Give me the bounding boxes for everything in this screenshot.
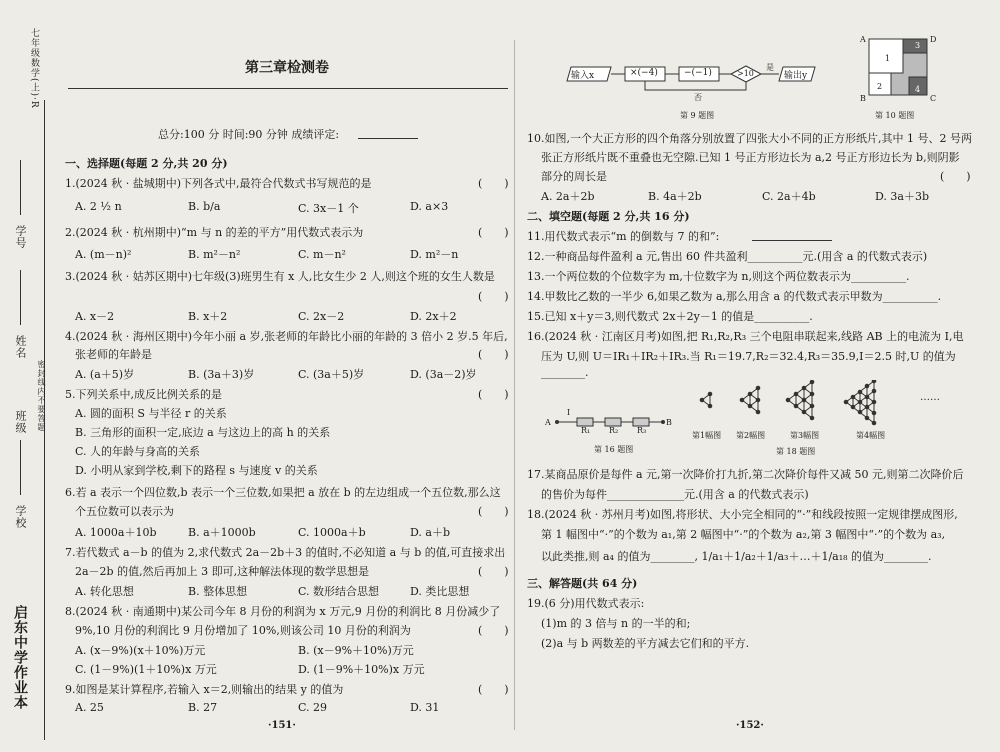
q2-stem: 2.(2024 秋 · 杭州期中)“m 与 n 的差的平方”用代数式表示为 <box>65 226 364 239</box>
q8-opt-c: C. (1－9%)(1＋10%)x 万元 <box>75 663 217 676</box>
tri-caption-2: 第2幅图 <box>736 431 766 440</box>
q9-opt-d: D. 31 <box>410 701 440 714</box>
dot <box>802 410 806 414</box>
tri-caption-3: 第3幅图 <box>790 431 820 440</box>
page-fold <box>514 40 515 730</box>
dot <box>865 384 869 388</box>
square-label-2: 2 <box>877 82 883 91</box>
q11-blank <box>752 240 832 241</box>
corner-A: A <box>860 35 866 44</box>
q3-opt-b: B. x＋2 <box>188 310 228 323</box>
q2-opt-c: C. m－n² <box>298 248 346 261</box>
q2-opt-b: B. m²－n² <box>188 248 241 261</box>
flow-no-label: 否 <box>694 93 702 102</box>
triangle-fig-4 <box>844 380 876 425</box>
q6-opt-d: D. a＋b <box>410 526 451 539</box>
q17-stem-1: 17.某商品原价是每件 a 元,第一次降价打九折,第二次降价每件又减 50 元,则第二次降价后 <box>527 468 964 481</box>
flow-decision-label: >10 <box>737 69 754 78</box>
field-name: 姓名 <box>14 335 27 359</box>
q8-opt-a: A. (x－9%)(x＋10%)万元 <box>75 644 206 657</box>
q3-stem: 3.(2024 秋 · 姑苏区期中)七年级(3)班男生有 x 人,比女生少 2 人,则这个班的女生人数是 <box>65 270 495 283</box>
q10-opt-c: C. 2a＋4b <box>762 190 816 203</box>
answer-paren: ( ) <box>478 388 509 401</box>
dot <box>865 395 869 399</box>
exam-title: 第三章检测卷 <box>245 60 329 76</box>
q18-stem-1: 18.(2024 秋 · 苏州月考)如图,将形状、大小完全相同的“·”和线段按照一定规律摆成图形, <box>527 508 958 521</box>
q19-stem: 19.(6 分)用代数式表示: <box>527 597 645 610</box>
q10-stem-2: 张正方形纸片既不重叠也无空隙.已知 1 号正方形边长为 a,2 号正方形边长为 b,则阴影 <box>541 151 960 164</box>
flow-subtract-label: −(−1) <box>684 68 712 78</box>
q12: 12.一种商品每件盈利 a 元,售出 60 件共盈利__________元.(用含 a 的代数式表示) <box>527 250 928 263</box>
dot <box>756 386 760 390</box>
q6-opt-b: B. a＋1000b <box>188 526 256 539</box>
q17-stem-2: 的售价为每件______________元.(用含 a 的代数式表示) <box>541 488 809 501</box>
q16-stem-2: 压为 U,则 U＝IR₁＋IR₂＋IR₃.当 R₁＝19.7,R₂＝32.4,R₃＝35.9,I＝2.5 时,U 的值为 <box>541 350 956 363</box>
node-a <box>555 420 559 424</box>
circuit-label-b: B <box>666 418 672 427</box>
binding-margin <box>0 0 55 752</box>
q2-opt-d: D. m²－n <box>410 248 459 261</box>
outline <box>788 382 812 418</box>
q10-opt-a: A. 2a＋2b <box>541 190 595 203</box>
dot <box>810 392 814 396</box>
q6-opt-a: A. 1000a＋10b <box>75 526 157 539</box>
answer-paren: ( ) <box>940 170 971 183</box>
square-label-1: 1 <box>885 54 891 63</box>
dot <box>865 416 869 420</box>
q1-opt-d: D. a×3 <box>410 200 449 213</box>
q4-stem-1: 4.(2024 秋 · 海州区期中)今年小丽 a 岁,张老师的年龄比小丽的年龄的 3 倍小 2 岁.5 年后, <box>65 330 508 343</box>
answer-paren: ( ) <box>478 348 509 361</box>
q14: 14.甲数比乙数的一半少 6,如果乙数为 a,那么用含 a 的代数式表示甲数为__________. <box>527 290 942 303</box>
square-label-4: 4 <box>915 85 921 94</box>
q5-opt-d: D. 小明从家到学校,剩下的路程 s 与速度 v 的关系 <box>75 464 318 477</box>
triangle-fig-2 <box>740 386 760 414</box>
field-line <box>20 160 21 215</box>
q7-opt-c: C. 数形结合思想 <box>298 585 380 598</box>
dot <box>794 392 798 396</box>
school-name: 启东中学作业本 <box>12 605 28 710</box>
q19-part-1: (1)m 的 3 倍与 n 的一半的和; <box>541 617 691 630</box>
q5-opt-b: B. 三角形的面积一定,底边 a 与这边上的高 h 的关系 <box>75 426 331 439</box>
q13: 13.一个两位数的个位数字为 m,十位数字为 n,则这个两位数表示为__________. <box>527 270 910 283</box>
q15: 15.已知 x＋y＝3,则代数式 2x＋2y－1 的值是__________. <box>527 310 813 323</box>
flow-multiply-label: ×(−4) <box>630 68 658 78</box>
q9-opt-c: C. 29 <box>298 701 328 714</box>
q10-opt-d: D. 3a＋3b <box>875 190 930 203</box>
q7-opt-a: A. 转化思想 <box>75 585 134 598</box>
dot <box>872 380 876 383</box>
flow-input-label: 输入x <box>571 71 595 81</box>
q5-opt-c: C. 人的年龄与身高的关系 <box>75 445 201 458</box>
q16-stem-3: ________. <box>541 366 589 379</box>
q4-opt-a: A. (a＋5)岁 <box>75 368 135 381</box>
circuit-label-r2: R₂ <box>609 426 619 435</box>
circuit-label-a: A <box>545 418 551 427</box>
dot <box>872 421 876 425</box>
q9-opt-a: A. 25 <box>75 701 104 714</box>
q19-part-2: (2)a 与 b 两数差的平方减去它们和的平方. <box>541 637 750 650</box>
dot <box>872 389 876 393</box>
resistor-r1 <box>577 418 593 426</box>
q3-opt-a: A. x－2 <box>75 310 115 323</box>
title-rule <box>68 88 508 89</box>
dot <box>786 398 790 402</box>
q4-stem-2: 张老师的年龄是 <box>75 348 152 361</box>
q18-stem-3: 以此类推,则 a₄ 的值为________, 1/a₁＋1/a₂＋1/a₃＋…＋1/a₁₈ 的值为________. <box>541 550 932 563</box>
resistor-r3 <box>633 418 649 426</box>
q6-stem-2: 个五位数可以表示为 <box>75 505 174 518</box>
q5-opt-a: A. 圆的面积 S 与半径 r 的关系 <box>75 407 227 420</box>
dot <box>858 390 862 394</box>
dot <box>872 400 876 404</box>
field-line <box>20 440 21 495</box>
q10-stem-1: 10.如图,一个大正方形的四个角落分别放置了四张大小不同的正方形纸片,其中 1 号、2 号两 <box>527 132 972 145</box>
exam-info: 总分:100 分 时间:90 分钟 成绩评定: <box>158 128 340 141</box>
dot <box>740 398 744 402</box>
tri-caption-1: 第1幅图 <box>692 431 722 440</box>
dot <box>844 400 848 404</box>
dot <box>851 405 855 409</box>
dot <box>810 380 814 384</box>
section-choice: 一、选择题(每题 2 分,共 20 分) <box>65 157 228 170</box>
answer-paren: ( ) <box>478 290 509 303</box>
q11: 11.用代数式表示“m 的倒数与 7 的和”: <box>527 230 720 243</box>
dot <box>748 392 752 396</box>
q4-opt-c: C. (3a＋5)岁 <box>298 368 365 381</box>
q5-stem: 5.下列关系中,成反比例关系的是 <box>65 388 222 401</box>
dot <box>756 410 760 414</box>
answer-paren: ( ) <box>478 565 509 578</box>
dot <box>858 410 862 414</box>
triangle-fig-1 <box>700 392 712 408</box>
q16-stem-1: 16.(2024 秋 · 江南区月考)如图,把 R₁,R₂,R₃ 三个电阻串联起来,线路 AB 上的电流为 I,电 <box>527 330 964 343</box>
q4-opt-b: B. (3a＋3)岁 <box>188 368 255 381</box>
q7-opt-b: B. 整体思想 <box>188 585 248 598</box>
tri-caption-4: 第4幅图 <box>856 431 886 440</box>
q8-opt-b: B. (x－9%＋10%)万元 <box>298 644 414 657</box>
q10-opt-b: B. 4a＋2b <box>648 190 702 203</box>
flow-yes-label: 是 <box>766 63 774 72</box>
q3-opt-c: C. 2x－2 <box>298 310 345 323</box>
flow-loop <box>645 81 746 90</box>
fig18-caption: 第 18 题图 <box>776 447 816 456</box>
q7-stem-2: 2a－2b 的值,然后再加上 3 即可,这种解法体现的数学思想是 <box>75 565 370 578</box>
q10-stem-3: 部分的周长是 <box>541 170 607 183</box>
circuit-label-r3: R₃ <box>637 426 647 435</box>
page-number-left: ·151· <box>268 720 296 731</box>
corner-D: D <box>930 35 937 44</box>
field-student-id: 学号 <box>14 225 27 249</box>
triangles-fig18 <box>696 380 916 426</box>
dot <box>810 404 814 408</box>
q1-opt-a: A. 2 ½ n <box>75 200 122 213</box>
dot <box>851 395 855 399</box>
fig9-caption: 第 9 题图 <box>680 111 715 120</box>
page-number-right: ·152· <box>736 720 764 731</box>
field-school: 学校 <box>14 505 27 529</box>
q2-opt-a: A. (m－n)² <box>75 248 132 261</box>
dot <box>708 404 712 408</box>
dot <box>810 416 814 420</box>
dot <box>748 404 752 408</box>
q1-opt-b: B. b/a <box>188 200 221 213</box>
field-line <box>20 270 21 325</box>
q3-opt-d: D. 2x＋2 <box>410 310 457 323</box>
answer-paren: ( ) <box>478 505 509 518</box>
fig16-caption: 第 16 题图 <box>594 445 634 454</box>
q6-opt-c: C. 1000a＋b <box>298 526 366 539</box>
answer-paren: ( ) <box>478 226 509 239</box>
section-answer: 三、解答题(共 64 分) <box>527 577 638 590</box>
dot <box>802 386 806 390</box>
circuit-label-i: I <box>567 408 571 417</box>
field-class: 班级 <box>14 410 27 434</box>
answer-paren: ( ) <box>478 683 509 696</box>
dot <box>700 398 704 402</box>
dot <box>794 404 798 408</box>
triangle-ellipsis: …… <box>920 392 940 403</box>
circuit-label-r1: R₁ <box>581 426 591 435</box>
q9-stem: 9.如图是某计算程序,若输入 x＝2,则输出的结果 y 的值为 <box>65 683 344 696</box>
dot <box>708 392 712 396</box>
q8-opt-d: D. (1－9%＋10%)x 万元 <box>298 663 425 676</box>
q1-stem: 1.(2024 秋 · 盐城期中)下列各式中,最符合代数式书写规范的是 <box>65 177 372 190</box>
q8-stem-1: 8.(2024 秋 · 南通期中)某公司今年 8 月份的利润为 x 万元,9 月份的利润比 8 月份减少了 <box>65 605 501 618</box>
grade-blank <box>358 138 418 139</box>
fig10-caption: 第 10 题图 <box>875 111 915 120</box>
dot <box>802 398 806 402</box>
triangle-fig-3 <box>786 380 814 420</box>
q4-opt-d: D. (3a－2)岁 <box>410 368 477 381</box>
q7-stem-1: 7.若代数式 a－b 的值为 2,求代数式 2a－2b＋3 的值时,不必知道 a 与 b 的值,可直接求出 <box>65 546 506 559</box>
q7-opt-d: D. 类比思想 <box>410 585 470 598</box>
q18-stem-2: 第 1 幅图中“·”的个数为 a₁,第 2 幅图中“·”的个数为 a₂,第 3 幅图中“·”的个数为 a₃, <box>541 528 946 541</box>
corner-C: C <box>930 94 937 103</box>
dot <box>872 411 876 415</box>
square-label-3: 3 <box>915 41 921 50</box>
answer-paren: ( ) <box>478 624 509 637</box>
seal-note: 密封线内不要答题 <box>37 360 46 432</box>
resistor-r2 <box>605 418 621 426</box>
q8-stem-2: 9%,10 月份的利润比 9 月份增加了 10%,则该公司 10 月份的利润为 <box>75 624 411 637</box>
answer-paren: ( ) <box>478 177 509 190</box>
corner-B: B <box>860 94 866 103</box>
dot <box>858 400 862 404</box>
flow-output-label: 输出y <box>784 71 808 81</box>
dot <box>865 405 869 409</box>
section-fill: 二、填空题(每题 2 分,共 16 分) <box>527 210 690 223</box>
q6-stem-1: 6.若 a 表示一个四位数,b 表示一个三位数,如果把 a 放在 b 的左边组成一个五位数,那么这 <box>65 486 501 499</box>
node-b <box>661 420 665 424</box>
dot <box>756 398 760 402</box>
q1-opt-c: C. 3x－1 个 <box>298 202 359 215</box>
q9-opt-b: B. 27 <box>188 701 218 714</box>
spine-top-label: 七年级数学(上)·R <box>29 28 39 109</box>
